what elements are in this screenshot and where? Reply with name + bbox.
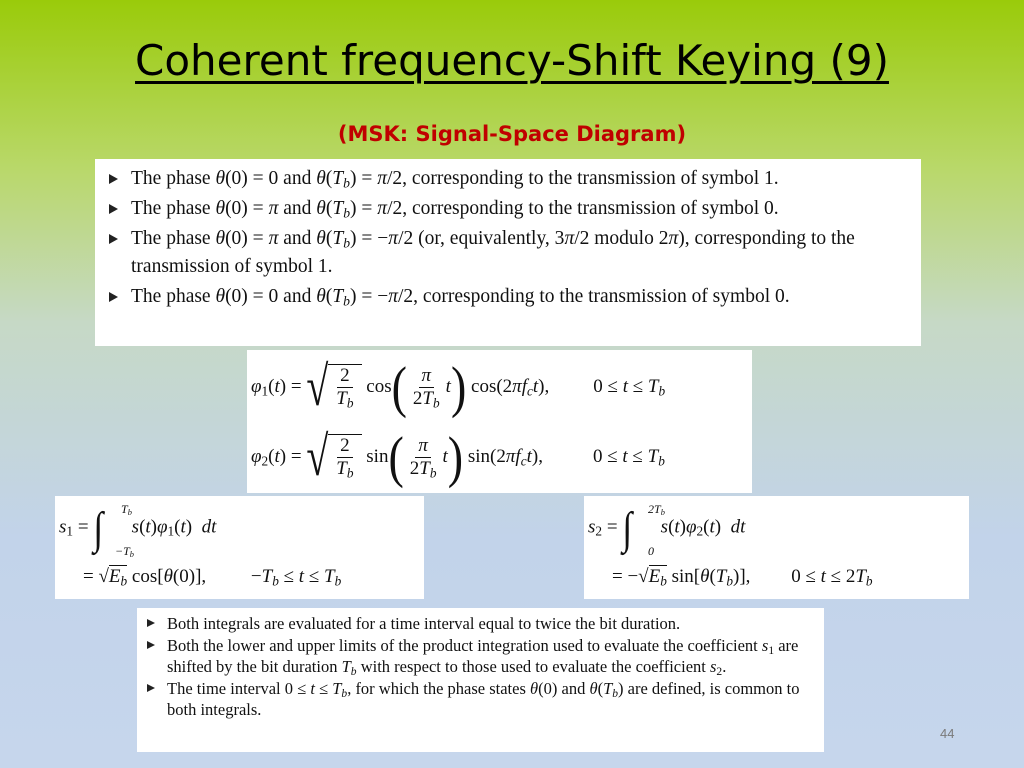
phase-bullet-text: The phase θ(0) = π and $\theta(T_b) = -\pi/2$ (or, equivalently, 3π/2 modulo 2π), corresponding to the transmission of symbol 1.: [131, 228, 855, 277]
triangle-bullet-icon: [147, 641, 155, 649]
list-item: [145, 635, 817, 677]
list-item: [105, 225, 913, 281]
list-item: [145, 613, 817, 634]
s2-integral: $s_2$ = ∫ $s(t)\varphi_2(t)$ dt: [588, 503, 746, 553]
s2-result: = $-√E_b$ $\sin[\theta(T_b)]$, $0 \le t \le 2T_b$: [612, 566, 873, 589]
page-number: 44: [940, 726, 955, 741]
list-item: [105, 283, 913, 311]
list-item: [105, 195, 913, 223]
triangle-bullet-icon: [147, 619, 155, 627]
phase-states-image: [95, 159, 921, 346]
list-item: [145, 678, 817, 720]
triangle-bullet-icon: [109, 234, 118, 244]
note-text: Both the lower and upper limits of the product integration used to evaluate the coefficient $s_1$ are shifted by the bit duration $T_b$ with respect to those used to evaluate the coefficient $s_2$.: [167, 636, 799, 678]
basis-functions-image: [247, 350, 752, 493]
phase-bullet-text: The phase θ(0) = π and $\theta(T_b) = \pi/2$, corresponding to the transmission of symbol 0.: [131, 198, 779, 221]
phase-bullet-text: The phase θ(0) = 0 and $\theta(T_b) = \pi/2$, corresponding to the transmission of symbol 1.: [131, 168, 779, 191]
triangle-bullet-icon: [147, 684, 155, 692]
s1-result: = $√E_b$ cos[θ(0)], $-T_b \le t \le T_b$: [83, 566, 342, 589]
triangle-bullet-icon: [109, 292, 118, 302]
s1-coefficient-image: $s_1$ = ∫ $s(t)\varphi_1(t)$ dt $T_b$ $-T_b$ = $√E_b$ cos[θ(0)], $-T_b \le t \le T_b$: [55, 496, 424, 599]
phi1-equation: $\varphi_1(t)$ = √ $\frac{2}{T_b}$ cos ( $\frac{\pi}{2T_b}$ t ) $\cos(2\pi f_ct)$, $0 \le t \le T_b$: [251, 354, 666, 419]
note-text: The time interval $0 \le t \le T_b$, for which the phase states θ(0) and $\theta(T_b)$ are defined, is common to both integrals.: [167, 679, 800, 719]
note-text: Both integrals are evaluated for a time interval equal to twice the bit duration.: [167, 614, 681, 633]
phi2-equation: $\varphi_2(t)$ = √ $\frac{2}{T_b}$ sin ( $\frac{\pi}{2T_b}$ t ) $\sin(2\pi f_ct)$, $0 \le t \le T_b$: [251, 424, 665, 489]
slide-subtitle: (MSK: Signal-Space Diagram): [337, 122, 687, 146]
integral-notes-image: [137, 608, 824, 752]
triangle-bullet-icon: [109, 204, 118, 214]
notes-list: [145, 613, 817, 721]
s1-integral: $s_1$ = ∫ $s(t)\varphi_1(t)$ dt: [59, 503, 217, 553]
s2-coefficient-image: $s_2$ = ∫ $s(t)\varphi_2(t)$ dt $2T_b$ 0 = $-√E_b$ $\sin[\theta(T_b)]$, $0 \le t \le 2T_b$: [584, 496, 969, 599]
phase-bullet-text: The phase θ(0) = 0 and $\theta(T_b) = -\pi/2$, corresponding to the transmission of symbol 0.: [131, 286, 790, 309]
slide-title: Coherent frequency-Shift Keying (9): [135, 36, 889, 85]
phase-bullet-list: [105, 165, 913, 313]
triangle-bullet-icon: [109, 174, 118, 184]
list-item: [105, 165, 913, 193]
